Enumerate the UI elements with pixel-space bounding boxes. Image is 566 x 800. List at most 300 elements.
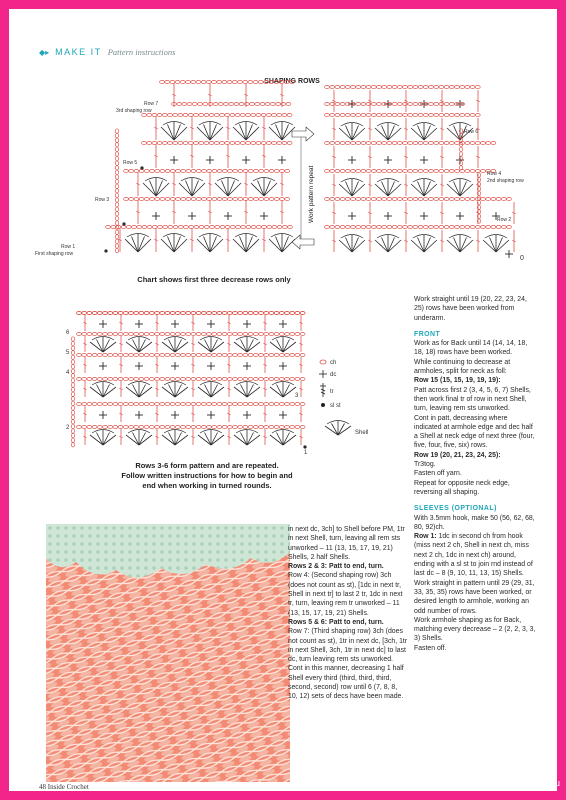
chain-stitch <box>180 80 185 83</box>
chain-stitch <box>77 332 82 335</box>
shell-stitch <box>352 126 359 141</box>
chain-stitch <box>217 353 222 356</box>
shell-stitch <box>382 238 389 253</box>
chain-stitch <box>382 113 387 116</box>
chain-stitch <box>392 141 397 144</box>
shell-stitch <box>126 342 139 352</box>
chain-stitch <box>139 197 144 200</box>
chain-stitch <box>92 402 97 405</box>
shell-stitch <box>162 435 175 445</box>
chain-stitch <box>387 169 392 172</box>
chain-stitch <box>251 225 256 228</box>
chain-stitch <box>222 332 227 335</box>
chain-stitch <box>115 207 118 211</box>
shell-stitch <box>339 184 352 196</box>
chain-stitch <box>220 141 225 144</box>
chain-stitch <box>429 102 434 105</box>
chain-stitch <box>335 141 340 144</box>
work-pattern-repeat-arrow <box>292 127 315 249</box>
chain-stitch <box>115 184 118 188</box>
chain-stitch <box>496 197 501 200</box>
shell-stitch <box>132 237 139 253</box>
shell-stitch <box>228 181 235 197</box>
shell-stitch <box>388 126 395 141</box>
chain-stitch <box>212 425 217 428</box>
chain-stitch <box>253 377 258 380</box>
chain-stitch <box>115 198 118 202</box>
chart-left-panel <box>104 80 295 252</box>
chain-stitch <box>272 141 277 144</box>
chain-stitch <box>92 311 97 314</box>
chain-stitch <box>87 377 92 380</box>
instructions-text: Work armhole shaping as for Back, matching every decrease – 2 (2, 2, 3, 3, 3) Shells. <box>414 616 536 643</box>
chain-stitch <box>222 311 227 314</box>
chain-stitch <box>87 332 92 335</box>
chain-stitch <box>371 197 376 200</box>
chain-stitch <box>118 311 123 314</box>
chain-stitch <box>449 225 454 228</box>
chain-stitch <box>345 225 350 228</box>
chain-stitch <box>196 80 201 83</box>
chain-key-icon <box>320 360 326 364</box>
chain-stitch <box>439 141 444 144</box>
chain-stitch <box>475 225 480 228</box>
row-number-6: 6 <box>66 330 70 336</box>
shell-stitch <box>103 340 110 353</box>
chain-stitch <box>201 377 206 380</box>
chain-stitch <box>258 80 263 83</box>
shell-stitch <box>150 181 157 197</box>
chain-stitch <box>129 377 134 380</box>
shell-stitch <box>454 126 461 141</box>
chain-stitch <box>507 197 512 200</box>
chain-stitch <box>269 402 274 405</box>
chain-stitch <box>325 102 330 105</box>
chain-stitch <box>269 425 274 428</box>
shell-stitch <box>175 433 182 446</box>
chain-stitch <box>366 225 371 228</box>
chain-stitch <box>207 311 212 314</box>
shell-stitch <box>198 435 211 445</box>
shell-stitch <box>388 182 395 197</box>
chain-stitch <box>113 353 118 356</box>
chain-stitch <box>178 141 183 144</box>
chain-stitch <box>186 377 191 380</box>
chain-stitch <box>207 377 212 380</box>
row6-label: Row 6 <box>464 129 479 135</box>
chain-stitch <box>300 353 305 356</box>
chain-stitch <box>108 377 113 380</box>
chain-stitch <box>288 225 293 228</box>
shell-stitch <box>241 385 248 398</box>
chain-stitch <box>238 80 243 83</box>
shell-stitch <box>204 125 211 141</box>
chain-stitch <box>274 311 279 314</box>
chain-stitch <box>233 425 238 428</box>
chain-stitch <box>366 169 371 172</box>
chain-stitch <box>429 141 434 144</box>
instructions-text: Work straight in pattern until 29 (29, 31, 33, 35, 35) rows have been worked, or desired length to armhole, working an odd number of rows. <box>414 579 535 615</box>
instructions-text: Patt across first 2 (3, 4, 5, 6, 7) Shells, then work final tr of row in next Shell, turn, leaving rem sts unworked. <box>414 386 531 413</box>
chain-stitch <box>87 353 92 356</box>
chain-stitch <box>269 353 274 356</box>
chain-stitch <box>340 141 345 144</box>
chain-stitch <box>351 225 356 228</box>
shell-stitch <box>222 181 229 197</box>
chain-stitch <box>203 102 208 105</box>
shell-stitch <box>241 433 248 446</box>
instructions-text: Work as for Back until 14 (14, 14, 18, 18, 18) rows have been worked. <box>414 340 528 357</box>
shell-stitch <box>162 387 175 397</box>
chain-stitch <box>212 80 217 83</box>
chain-stitch <box>382 141 387 144</box>
chain-stitch <box>250 102 255 105</box>
chain-stitch <box>240 141 245 144</box>
chain-stitch <box>366 141 371 144</box>
chain-stitch <box>212 197 217 200</box>
chain-stitch <box>106 225 111 228</box>
chain-stitch <box>340 225 345 228</box>
chain-stitch <box>71 369 74 373</box>
chain-stitch <box>71 420 74 424</box>
chain-stitch <box>371 169 376 172</box>
chain-stitch <box>150 197 155 200</box>
chain-stitch <box>199 113 204 116</box>
row4-sub-label: 2nd shaping row <box>487 178 524 184</box>
shell-stitch <box>418 182 425 197</box>
chain-stitch <box>82 377 87 380</box>
chain-stitch <box>92 332 97 335</box>
chain-stitch <box>123 425 128 428</box>
chain-stitch <box>115 166 118 170</box>
chain-stitch <box>279 402 284 405</box>
row2-label: Row 2 <box>497 217 512 223</box>
chain-stitch <box>285 197 290 200</box>
chain-stitch <box>434 102 439 105</box>
chain-stitch <box>460 85 465 88</box>
shell-stitch <box>139 387 152 397</box>
chain-stitch <box>259 311 264 314</box>
chain-stitch <box>236 225 241 228</box>
row7-sub-label: 3rd shaping row <box>116 108 152 114</box>
shell-stitch <box>175 387 188 397</box>
instructions-text: Rows 2 & 3: Patt to end, turn. <box>288 563 384 571</box>
chain-stitch <box>465 225 470 228</box>
shell-stitch <box>125 239 138 252</box>
chain-stitch <box>87 311 92 314</box>
shell-stitch <box>388 128 401 140</box>
shell-stitch <box>169 385 176 398</box>
chain-stitch <box>229 102 234 105</box>
chain-stitch <box>129 353 134 356</box>
chain-stitch <box>71 355 74 359</box>
chain-stitch <box>290 311 295 314</box>
shell-key-icon <box>325 421 351 436</box>
chain-stitch <box>408 169 413 172</box>
chain-stitch <box>449 85 454 88</box>
chain-stitch <box>290 377 295 380</box>
chain-stitch <box>71 387 74 391</box>
chain-stitch <box>207 425 212 428</box>
chain-stitch <box>129 425 134 428</box>
chain-stitch <box>217 425 222 428</box>
chain-stitch <box>345 197 350 200</box>
chain-stitch <box>418 225 423 228</box>
chain-stitch <box>184 225 189 228</box>
chain-stitch <box>71 410 74 414</box>
shell-stitch <box>382 182 389 197</box>
chain-stitch <box>160 402 165 405</box>
chain-stitch <box>155 169 160 172</box>
chain-stitch <box>77 353 82 356</box>
chain-stitch <box>277 113 282 116</box>
chain-stitch <box>351 85 356 88</box>
shell-stitch <box>247 433 254 446</box>
chain-stitch <box>491 225 496 228</box>
chain-stitch <box>253 311 258 314</box>
chain-stitch <box>183 141 188 144</box>
chain-stitch <box>181 353 186 356</box>
chain-stitch <box>170 332 175 335</box>
chain-stitch <box>222 353 227 356</box>
chain-stitch <box>87 402 92 405</box>
chain-stitch <box>228 197 233 200</box>
chain-stitch <box>455 169 460 172</box>
chain-stitch <box>408 225 413 228</box>
chain-stitch <box>470 225 475 228</box>
chain-stitch <box>238 402 243 405</box>
chain-stitch <box>259 197 264 200</box>
chain-stitch <box>97 311 102 314</box>
shell-stitch <box>352 238 359 253</box>
shell-stitch <box>215 183 228 196</box>
chain-stitch <box>173 225 178 228</box>
chain-stitch <box>186 332 191 335</box>
chain-stitch <box>170 402 175 405</box>
chain-stitch <box>71 346 74 350</box>
chain-stitch <box>230 141 235 144</box>
chain-stitch <box>213 102 218 105</box>
chain-stitch <box>361 225 366 228</box>
key-ch: ch <box>330 360 337 366</box>
chain-stitch <box>295 311 300 314</box>
chain-stitch <box>259 353 264 356</box>
shell-stitch <box>211 340 218 353</box>
chain-stitch <box>152 225 157 228</box>
chain-stitch <box>282 113 287 116</box>
chain-stitch <box>115 221 118 225</box>
chain-stitch <box>269 311 274 314</box>
chain-stitch <box>82 353 87 356</box>
chain-stitch <box>71 374 74 378</box>
shell-stitch <box>460 182 467 197</box>
instructions-text: While continuing to decrease at armholes, split for neck as foll: <box>414 358 511 376</box>
chain-stitch <box>137 225 142 228</box>
shell-stitch <box>247 340 254 353</box>
shell-stitch <box>277 340 284 353</box>
chain-stitch <box>434 169 439 172</box>
chain-stitch <box>118 402 123 405</box>
chain-stitch <box>71 392 74 396</box>
chain-stitch <box>274 332 279 335</box>
chain-stitch <box>207 332 212 335</box>
chain-stitch <box>212 377 217 380</box>
page-number: 48 <box>39 783 46 791</box>
chain-stitch <box>267 225 272 228</box>
shell-stitch <box>283 433 290 446</box>
chain-stitch <box>470 141 475 144</box>
shell-stitch <box>133 340 140 353</box>
chain-stitch <box>134 353 139 356</box>
chain-stitch <box>186 169 191 172</box>
chain-stitch <box>191 425 196 428</box>
chain-stitch <box>413 197 418 200</box>
chain-stitch <box>160 353 165 356</box>
chain-stitch <box>191 169 196 172</box>
chain-stitch <box>115 175 118 179</box>
chain-stitch <box>191 332 196 335</box>
chain-stitch <box>168 113 173 116</box>
chain-stitch <box>238 332 243 335</box>
chain-stitch <box>165 377 170 380</box>
chain-stitch <box>387 113 392 116</box>
chain-stitch <box>233 377 238 380</box>
chain-stitch <box>175 377 180 380</box>
chain-stitch <box>361 141 366 144</box>
chain-stitch <box>248 197 253 200</box>
chain-stitch <box>295 425 300 428</box>
shell-stitch <box>460 240 473 252</box>
chain-stitch <box>129 169 134 172</box>
dc-key-icon <box>319 370 327 378</box>
chain-stitch <box>149 311 154 314</box>
chain-stitch <box>201 353 206 356</box>
chain-stitch <box>115 244 118 248</box>
chain-stitch <box>134 425 139 428</box>
chain-stitch <box>233 353 238 356</box>
chain-stitch <box>455 113 460 116</box>
chain-stitch <box>434 85 439 88</box>
chain-stitch <box>366 113 371 116</box>
chain-stitch <box>186 402 191 405</box>
chain-stitch <box>82 402 87 405</box>
shell-stitch <box>352 184 365 196</box>
shell-stitch <box>352 182 359 197</box>
chain-stitch <box>351 169 356 172</box>
chain-stitch <box>408 85 413 88</box>
row-number-1: 1 <box>304 450 308 456</box>
shell-stitch <box>490 238 497 253</box>
chain-stitch <box>423 141 428 144</box>
chain-stitch <box>139 353 144 356</box>
chain-stitch <box>71 360 74 364</box>
chain-stitch <box>377 197 382 200</box>
shell-stitch <box>240 125 247 141</box>
chain-stitch <box>227 332 232 335</box>
chain-stitch <box>139 332 144 335</box>
shell-stitch <box>175 385 182 398</box>
chain-stitch <box>92 353 97 356</box>
chain-stitch <box>201 80 206 83</box>
chain-stitch <box>217 377 222 380</box>
chain-stitch <box>287 141 292 144</box>
shell-stitch <box>174 127 187 140</box>
shell-stitch <box>339 240 352 252</box>
chain-stitch <box>204 225 209 228</box>
instructions-text: Fasten off yarn. <box>414 470 462 478</box>
key-tr: tr <box>330 389 334 395</box>
chain-stitch <box>340 85 345 88</box>
chain-stitch <box>186 197 191 200</box>
chain-stitch <box>115 129 118 133</box>
chain-stitch <box>168 141 173 144</box>
chain-stitch <box>218 102 223 105</box>
chain-stitch <box>147 141 152 144</box>
chain-stitch <box>439 102 444 105</box>
chain-stitch <box>204 113 209 116</box>
chain-stitch <box>501 197 506 200</box>
chain-stitch <box>134 311 139 314</box>
chain-stitch <box>230 225 235 228</box>
chain-stitch <box>465 113 470 116</box>
chain-stitch <box>397 113 402 116</box>
chain-stitch <box>103 353 108 356</box>
chain-stitch <box>481 169 486 172</box>
chain-stitch <box>214 141 219 144</box>
chain-stitch <box>413 102 418 105</box>
shell-stitch <box>375 184 388 196</box>
chain-stitch <box>134 402 139 405</box>
shell-stitch <box>175 435 188 445</box>
chain-stitch <box>196 377 201 380</box>
chain-stitch <box>371 113 376 116</box>
shell-stitch <box>276 237 283 253</box>
chain-stitch <box>71 364 74 368</box>
shell-stitch <box>90 342 103 352</box>
shell-stitch <box>162 342 175 352</box>
chain-stitch <box>371 225 376 228</box>
shell-stitch <box>246 237 253 253</box>
instructions-row-heading: Row 19 (20, 21, 23, 24, 25): <box>414 451 501 459</box>
chain-stitch <box>356 197 361 200</box>
chain-stitch <box>340 102 345 105</box>
chain-stitch <box>413 113 418 116</box>
chain-stitch <box>181 332 186 335</box>
chain-stitch <box>392 85 397 88</box>
shell-stitch <box>338 424 345 436</box>
chain-stitch <box>126 225 131 228</box>
chain-stitch <box>449 197 454 200</box>
chain-stitch <box>248 353 253 356</box>
chain-stitch <box>165 197 170 200</box>
chain-stitch <box>377 102 382 105</box>
chart1-caption: Chart shows first three decrease rows only <box>137 275 291 284</box>
shell-stitch <box>103 387 116 397</box>
chain-stitch <box>300 311 305 314</box>
chain-stitch <box>139 311 144 314</box>
shell-stitch <box>424 128 437 140</box>
shell-stitch <box>332 424 339 436</box>
chain-stitch <box>71 397 74 401</box>
chain-stitch <box>188 113 193 116</box>
shell-stitch <box>270 342 283 352</box>
slip-stitch <box>104 249 107 252</box>
chain-stitch <box>186 80 191 83</box>
chain-stitch <box>175 332 180 335</box>
chain-stitch <box>235 141 240 144</box>
chain-stitch <box>209 141 214 144</box>
chain-stitch <box>408 141 413 144</box>
